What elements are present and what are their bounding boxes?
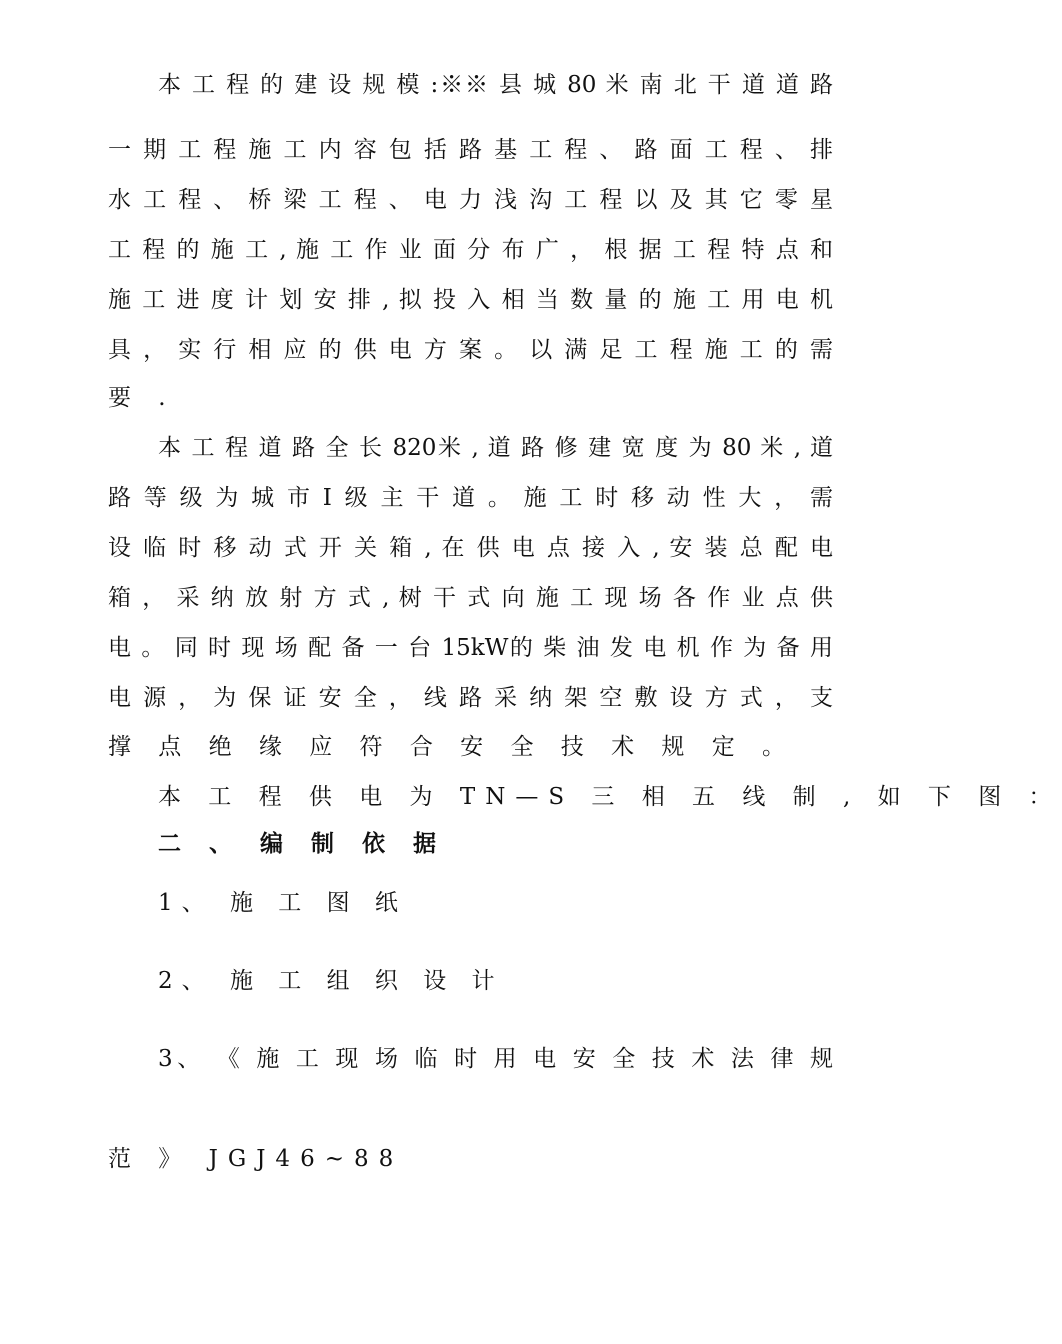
section-heading: 二 、 编 制 依 据 (158, 830, 447, 857)
paragraph-2-line-6: 电 源 ， 为 保 证 安 全 ， 线 路 采 纳 架 空 敷 设 方 式 ， 支 (108, 685, 833, 711)
list-item-3-continuation: 范 》 JGJ46~88 (108, 1146, 404, 1172)
paragraph-1-line-4: 工 程 的 施 工 , 施 工 作 业 面 分 布 广 ， 根 据 工 程 特 点 和 (108, 237, 833, 263)
paragraph-2-line-3: 设 临 时 移 动 式 开 关 箱 , 在 供 电 点 接 入 , 安 装 总 配 电 (108, 535, 833, 561)
paragraph-2-line-7: 撑 点 绝 缘 应 符 合 安 全 技 术 规 定 。 (108, 734, 796, 760)
list-item-1: 1、 施 工 图 纸 (158, 890, 407, 916)
paragraph-2-line-4: 箱 ， 采 纳 放 射 方 式 , 树 干 式 向 施 工 现 场 各 作 业 点 供 (108, 585, 833, 611)
list-item-3: 3、 《 施 工 现 场 临 时 用 电 安 全 技 术 法 律 规 (158, 1046, 833, 1072)
paragraph-1-line-6: 具 ， 实 行 相 应 的 供 电 方 案 。 以 满 足 工 程 施 工 的 需 (108, 337, 833, 363)
paragraph-2-line-1: 本 工 程 道 路 全 长 820米 , 道 路 修 建 宽 度 为 80 米 , 道 (158, 435, 833, 461)
paragraph-2-line-5: 电 。 同 时 现 场 配 备 一 台 15kW的 柴 油 发 电 机 作 为 备 用 (108, 635, 833, 661)
paragraph-1-line-5: 施 工 进 度 计 划 安 排 , 拟 投 入 相 当 数 量 的 施 工 用 电 机 (108, 287, 833, 313)
paragraph-1-line-2: 一 期 工 程 施 工 内 容 包 括 路 基 工 程 、 路 面 工 程 、 排 (108, 137, 833, 163)
paragraph-1-line-3: 水 工 程 、 桥 梁 工 程 、 电 力 浅 沟 工 程 以 及 其 它 零 星 (108, 187, 833, 213)
list-item-2: 2、 施 工 组 织 设 计 (158, 968, 504, 994)
paragraph-1-line-7: 要 . (108, 385, 176, 411)
paragraph-1-line-1: 本 工 程 的 建 设 规 模 :※※ 县 城 80 米 南 北 干 道 道 路 (158, 72, 833, 98)
paragraph-3: 本 工 程 供 电 为 TN—S 三 相 五 线 制 , 如 下 图 ： (158, 784, 1062, 810)
paragraph-2-line-2: 路 等 级 为 城 市 Ⅰ 级 主 干 道 。 施 工 时 移 动 性 大 ， 需 (108, 485, 833, 511)
